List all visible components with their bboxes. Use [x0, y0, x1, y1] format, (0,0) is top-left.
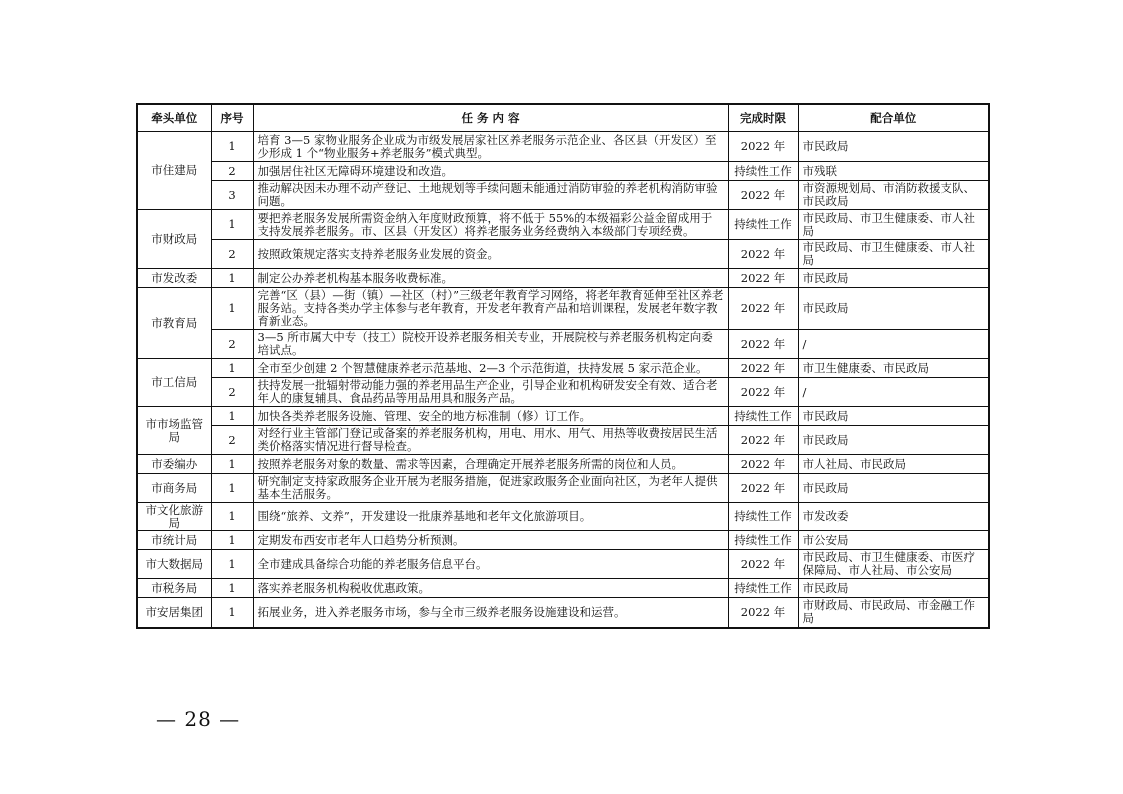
deadline-cell: 2022 年 — [728, 455, 798, 474]
partner-unit-cell: 市人社局、市民政局 — [798, 455, 989, 474]
partner-unit-cell: 市残联 — [798, 162, 989, 181]
table-row — [137, 474, 989, 503]
partner-unit-cell: 市民政局、市卫生健康委、市人社局 — [798, 240, 989, 269]
deadline-cell: 2022 年 — [728, 181, 798, 210]
table-row — [137, 269, 989, 288]
table-row — [137, 162, 989, 181]
table-row — [137, 531, 989, 550]
task-cell: 定期发布西安市老年人口趋势分析预测。 — [253, 531, 728, 550]
sequence-cell: 1 — [211, 550, 253, 579]
deadline-cell: 2022 年 — [728, 288, 798, 330]
sequence-cell: 1 — [211, 210, 253, 240]
header-row — [137, 104, 989, 132]
table-row — [137, 240, 989, 269]
lead-unit-cell: 市财政局 — [137, 210, 211, 269]
task-cell: 对经行业主管部门登记或备案的养老服务机构，用电、用水、用气、用热等收费按居民生活类价格落实情况进行督导检查。 — [253, 426, 728, 455]
header-seq: 序号 — [211, 104, 253, 132]
lead-unit-cell: 市商务局 — [137, 474, 211, 503]
sequence-cell: 1 — [211, 503, 253, 531]
header-unit: 牵头单位 — [137, 104, 211, 132]
deadline-cell: 2022 年 — [728, 359, 798, 378]
deadline-cell: 2022 年 — [728, 269, 798, 288]
deadline-cell: 2022 年 — [728, 598, 798, 628]
deadline-cell: 持续性工作 — [728, 579, 798, 598]
task-cell: 按照政策规定落实支持养老服务业发展的资金。 — [253, 240, 728, 269]
lead-unit-cell: 市安居集团 — [137, 598, 211, 628]
table-row — [137, 407, 989, 426]
task-cell: 制定公办养老机构基本服务收费标准。 — [253, 269, 728, 288]
lead-unit-cell: 市市场监管局 — [137, 407, 211, 455]
deadline-cell: 持续性工作 — [728, 210, 798, 240]
task-table — [136, 103, 990, 629]
task-cell: 推动解决因未办理不动产登记、土地规划等手续问题未能通过消防审验的养老机构消防审验问题。 — [253, 181, 728, 210]
sequence-cell: 2 — [211, 378, 253, 407]
table-row — [137, 359, 989, 378]
deadline-cell: 2022 年 — [728, 132, 798, 162]
lead-unit-cell: 市住建局 — [137, 132, 211, 210]
task-cell: 拓展业务，进入养老服务市场，参与全市三级养老服务设施建设和运营。 — [253, 598, 728, 628]
table-row — [137, 550, 989, 579]
deadline-cell: 持续性工作 — [728, 162, 798, 181]
deadline-cell: 2022 年 — [728, 426, 798, 455]
partner-unit-cell: 市资源规划局、市消防救援支队、市民政局 — [798, 181, 989, 210]
task-cell: 全市建成具备综合功能的养老服务信息平台。 — [253, 550, 728, 579]
sequence-cell: 1 — [211, 269, 253, 288]
sequence-cell: 1 — [211, 407, 253, 426]
partner-unit-cell: / — [798, 378, 989, 407]
sequence-cell: 1 — [211, 474, 253, 503]
deadline-cell: 持续性工作 — [728, 407, 798, 426]
table-row — [137, 132, 989, 162]
task-cell: 按照养老服务对象的数量、需求等因素，合理确定开展养老服务所需的岗位和人员。 — [253, 455, 728, 474]
lead-unit-cell: 市税务局 — [137, 579, 211, 598]
header-partner: 配合单位 — [798, 104, 989, 132]
task-cell: 研究制定支持家政服务企业开展为老服务措施，促进家政服务企业面向社区，为老年人提供基本生活服务。 — [253, 474, 728, 503]
partner-unit-cell: / — [798, 330, 989, 359]
deadline-cell: 2022 年 — [728, 378, 798, 407]
sequence-cell: 1 — [211, 359, 253, 378]
deadline-cell: 持续性工作 — [728, 531, 798, 550]
sequence-cell: 1 — [211, 598, 253, 628]
partner-unit-cell: 市财政局、市民政局、市金融工作局 — [798, 598, 989, 628]
task-cell: 扶持发展一批辐射带动能力强的养老用品生产企业，引导企业和机构研发安全有效、适合老年人的康复辅具、食品药品等用品用具和服务产品。 — [253, 378, 728, 407]
table-row — [137, 455, 989, 474]
table-row — [137, 503, 989, 531]
lead-unit-cell: 市统计局 — [137, 531, 211, 550]
deadline-cell: 2022 年 — [728, 330, 798, 359]
task-cell: 完善“区（县）—街（镇）—社区（村）”三级老年教育学习网络，将老年教育延伸至社区养老服务站。支持各类办学主体参与老年教育，开发老年教育产品和培训课程，发展老年数字教育新业态。 — [253, 288, 728, 330]
task-cell: 落实养老服务机构税收优惠政策。 — [253, 579, 728, 598]
task-cell: 要把养老服务发展所需资金纳入年度财政预算，将不低于 55%的本级福彩公益金留成用于支持发展养老服务。市、区县（开发区）将养老服务业务经费纳入本级部门专项经费。 — [253, 210, 728, 240]
header-time: 完成时限 — [728, 104, 798, 132]
sequence-cell: 1 — [211, 579, 253, 598]
task-cell: 培育 3—5 家物业服务企业成为市级发展居家社区养老服务示范企业、各区县（开发区）至少形成 1 个“物业服务+养老服务”模式典型。 — [253, 132, 728, 162]
sequence-cell: 2 — [211, 330, 253, 359]
header-task: 任 务 内 容 — [253, 104, 728, 132]
lead-unit-cell: 市大数据局 — [137, 550, 211, 579]
partner-unit-cell: 市民政局 — [798, 407, 989, 426]
lead-unit-cell: 市委编办 — [137, 455, 211, 474]
table-row — [137, 598, 989, 628]
task-cell: 全市至少创建 2 个智慧健康养老示范基地、2—3 个示范街道，扶持发展 5 家示范企业。 — [253, 359, 728, 378]
partner-unit-cell: 市公安局 — [798, 531, 989, 550]
task-cell: 围绕“旅养、文养”，开发建设一批康养基地和老年文化旅游项目。 — [253, 503, 728, 531]
table-row — [137, 210, 989, 240]
sequence-cell: 2 — [211, 240, 253, 269]
partner-unit-cell: 市民政局、市卫生健康委、市人社局 — [798, 210, 989, 240]
table-row — [137, 288, 989, 330]
sequence-cell: 1 — [211, 455, 253, 474]
deadline-cell: 2022 年 — [728, 550, 798, 579]
partner-unit-cell: 市民政局 — [798, 132, 989, 162]
sequence-cell: 1 — [211, 288, 253, 330]
deadline-cell: 持续性工作 — [728, 503, 798, 531]
deadline-cell: 2022 年 — [728, 240, 798, 269]
partner-unit-cell: 市民政局 — [798, 426, 989, 455]
table-body — [137, 132, 989, 628]
task-cell: 加快各类养老服务设施、管理、安全的地方标准制（修）订工作。 — [253, 407, 728, 426]
sequence-cell: 3 — [211, 181, 253, 210]
sequence-cell: 2 — [211, 426, 253, 455]
table-row — [137, 181, 989, 210]
sequence-cell: 1 — [211, 132, 253, 162]
table-row — [137, 579, 989, 598]
table-row — [137, 426, 989, 455]
partner-unit-cell: 市民政局 — [798, 288, 989, 330]
table-row — [137, 330, 989, 359]
lead-unit-cell: 市发改委 — [137, 269, 211, 288]
task-cell: 3—5 所市属大中专（技工）院校开设养老服务相关专业，开展院校与养老服务机构定向委培试点。 — [253, 330, 728, 359]
partner-unit-cell: 市发改委 — [798, 503, 989, 531]
sequence-cell: 1 — [211, 531, 253, 550]
deadline-cell: 2022 年 — [728, 474, 798, 503]
table-row — [137, 378, 989, 407]
sequence-cell: 2 — [211, 162, 253, 181]
partner-unit-cell: 市卫生健康委、市民政局 — [798, 359, 989, 378]
partner-unit-cell: 市民政局 — [798, 579, 989, 598]
partner-unit-cell: 市民政局 — [798, 474, 989, 503]
partner-unit-cell: 市民政局 — [798, 269, 989, 288]
lead-unit-cell: 市教育局 — [137, 288, 211, 359]
task-cell: 加强居住社区无障碍环境建设和改造。 — [253, 162, 728, 181]
lead-unit-cell: 市工信局 — [137, 359, 211, 407]
partner-unit-cell: 市民政局、市卫生健康委、市医疗保障局、市人社局、市公安局 — [798, 550, 989, 579]
lead-unit-cell: 市文化旅游局 — [137, 503, 211, 531]
page-number: — 28 — — [156, 707, 241, 731]
